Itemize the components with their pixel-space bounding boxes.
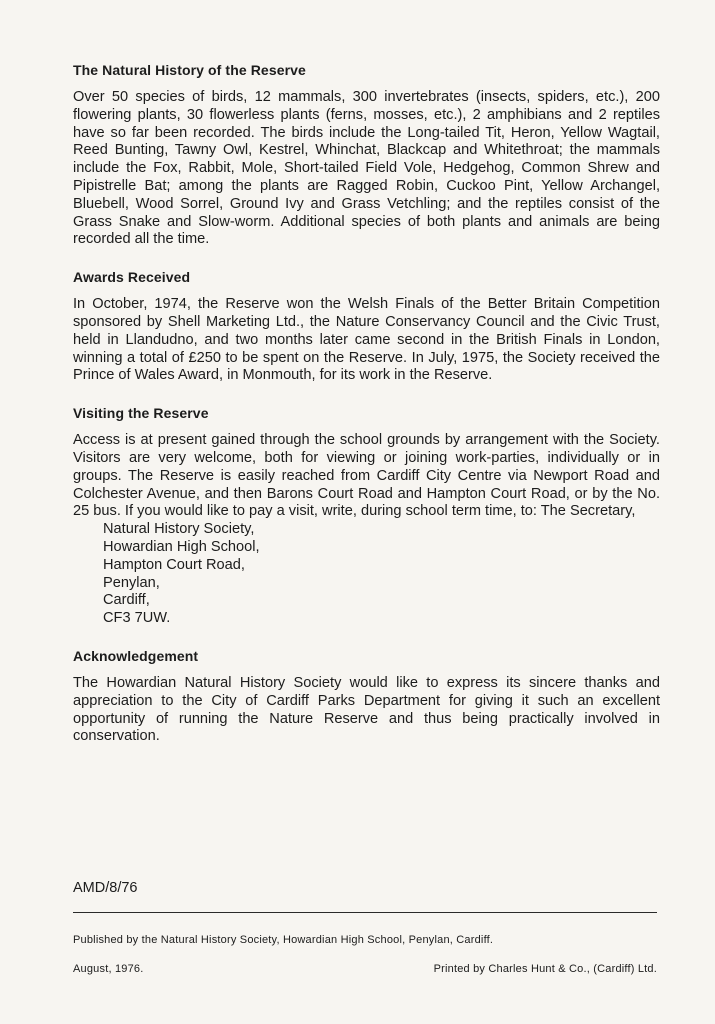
publication-date: August, 1976. xyxy=(73,963,144,975)
postal-address xyxy=(103,521,660,628)
section-acknowledgement xyxy=(73,648,660,746)
address-line: Penylan, xyxy=(103,574,160,591)
address-line: Howardian High School, xyxy=(103,538,260,555)
section-body: Access is at present gained through the school grounds by arrangement with the Society. Visitors are very welcome, both for viewing or joining work-parties, individually or in groups. The Reserve is easily reached from Cardiff City Centre via Newport Road and Colchester Avenue, and then Barons Court Road and Hampton Court Road, or by the No. 25 bus. If you would like to pay a visit, write, during school term time, to: The Secretary, xyxy=(73,432,660,520)
publisher-line: Published by the Natural History Society, Howardian High School, Penylan, Cardiff. xyxy=(73,934,494,946)
printer-line: Printed by Charles Hunt & Co., (Cardiff) Ltd. xyxy=(433,963,657,975)
address-line: CF3 7UW. xyxy=(103,610,171,627)
document-reference: AMD/8/76 xyxy=(73,880,138,896)
section-heading: Acknowledgement xyxy=(73,647,199,664)
address-line: Natural History Society, xyxy=(103,521,255,538)
section-heading: Visiting the Reserve xyxy=(73,405,209,422)
section-body: The Howardian Natural History Society would like to express its sincere thanks and appreciation to the City of Cardiff Parks Department for giving it such an excellent opportunity of running the Nature Reserve and thus being practically involved in conservation. xyxy=(73,674,660,745)
section-body: Over 50 species of birds, 12 mammals, 300 invertebrates (insects, spiders, etc.), 200 flowering plants, 30 flowerless plants (ferns, mosses, etc.), 2 amphibians and 2 reptiles have so far been recorded. The birds include the Long-tailed Tit, Heron, Yellow Wagtail, Reed Bunting, Tawny Owl, Kestrel, Whinchat, Blackcap and Whitethroat; the mammals include the Fox, Rabbit, Mole, Short-tailed Field Vole, Hedgehog, Common Shrew and Pipistrelle Bat; among the plants are Ragged Robin, Cuckoo Pint, Yellow Archangel, Bluebell, Wood Sorrel, Ground Ivy and Grass Vetchling; and the reptiles consist of the Grass Snake and Slow-worm. Additional species of both plants and animals are being recorded all the time. xyxy=(73,89,660,248)
section-heading: The Natural History of the Reserve xyxy=(73,62,306,78)
section-visiting xyxy=(73,405,660,628)
divider xyxy=(73,912,657,913)
address-line: Hampton Court Road, xyxy=(103,556,245,573)
section-natural-history xyxy=(73,62,660,249)
address-line: Cardiff, xyxy=(103,592,150,609)
section-heading: Awards Received xyxy=(73,269,191,286)
section-body: In October, 1974, the Reserve won the Welsh Finals of the Better Britain Competition sponsored by Shell Marketing Ltd., the Nature Conservancy Council and the Civic Trust, held in Llandudno, and two months later came second in the British Finals in London, winning a total of £250 to be spent on the Reserve. In July, 1975, the Society received the Prince of Wales Award, in Monmouth, for its work in the Reserve. xyxy=(73,296,660,384)
section-awards xyxy=(73,269,660,385)
